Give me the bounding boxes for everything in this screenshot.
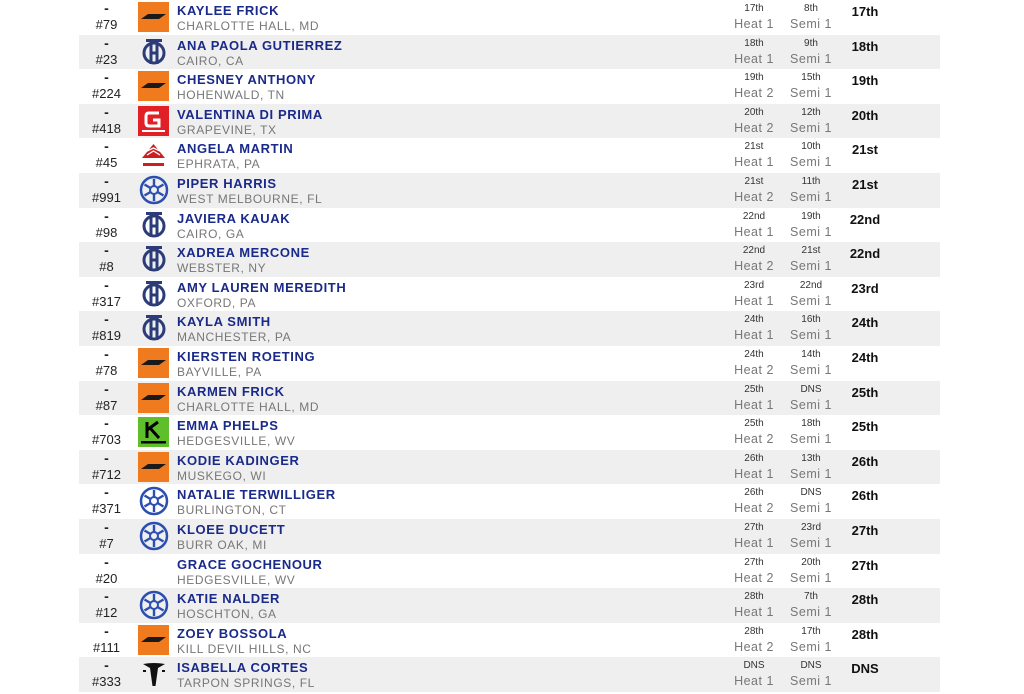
heat-label: Heat 2 [734,432,774,447]
final-position: 20th [851,107,879,123]
rider-number: #8 [99,259,114,275]
semi-label: Semi 1 [790,120,832,135]
rider-location: OXFORD, PA [177,295,257,310]
semi-position: 23rd [800,521,821,533]
result-row[interactable] [79,311,940,346]
position-dash: - [104,103,109,120]
heat-position: 22nd [742,210,766,222]
semi-label: Semi 1 [790,466,832,481]
final-position: 24th [851,315,879,331]
rider-location: GRAPEVINE, TX [177,122,277,137]
kawasaki-logo-icon [138,417,169,447]
result-row[interactable] [79,657,940,692]
heat-label: Heat 2 [734,501,774,516]
rider-name-link[interactable]: VALENTINA DI PRIMA [177,106,323,122]
heat-label: Heat 2 [734,570,774,585]
ktm-logo-icon [138,625,169,655]
heat-label: Heat 1 [734,155,774,170]
semi-label: Semi 1 [790,17,832,31]
rider-name-link[interactable]: KAYLA SMITH [177,314,271,330]
semi-position: 14th [801,348,821,360]
heat-label: Heat 1 [734,535,774,550]
result-row[interactable] [79,242,940,277]
honda-logo-icon [138,140,169,170]
heat-label: Heat 1 [734,328,774,343]
rider-location: HEDGESVILLE, WV [177,434,296,449]
ktm-logo-icon [138,383,169,413]
position-dash: - [104,588,109,605]
rider-location: WEST MELBOURNE, FL [177,191,323,206]
position-dash: - [104,553,109,570]
rider-number: #333 [92,674,121,690]
position-dash: - [104,138,109,155]
semi-label: Semi 1 [790,397,832,412]
semi-position: 12th [801,106,821,118]
husqvarna-logo-icon [138,244,169,274]
semi-label: Semi 1 [790,328,832,343]
result-row[interactable] [79,381,940,416]
rider-location: CAIRO, CA [177,53,244,68]
result-row[interactable] [79,173,940,208]
heat-label: Heat 1 [734,51,774,66]
semi-position: 17th [801,625,821,637]
result-row[interactable] [79,0,940,35]
rider-number: #45 [95,155,118,171]
rider-location: EPHRATA, PA [177,157,261,172]
rider-location: HOSCHTON, GA [177,607,277,622]
result-row[interactable] [79,415,940,450]
rider-name-link[interactable]: KAYLEE FRICK [177,3,280,18]
rider-number: #87 [95,397,118,413]
position-dash: - [104,69,109,86]
heat-position: 27th [744,556,764,568]
semi-label: Semi 1 [790,535,832,550]
rider-number: #418 [92,120,121,136]
position-dash: - [104,242,109,259]
rider-number: #78 [95,362,118,378]
heat-position: DNS [743,660,765,672]
rider-location: KILL DEVIL HILLS, NC [177,641,312,656]
rider-location: CAIRO, GA [177,226,245,241]
rider-name-link[interactable]: JAVIERA KAUAK [177,210,291,226]
final-position: 21st [851,142,879,158]
heat-position: 19th [744,72,764,84]
rider-name-link[interactable]: KIERSTEN ROETING [177,348,316,364]
gasgas-logo-icon [138,106,169,136]
final-position: 22nd [849,211,881,227]
husqvarna-logo-icon [138,210,169,240]
heat-label: Heat 2 [734,639,774,654]
position-dash: - [104,311,109,328]
result-row[interactable] [79,277,940,312]
husqvarna-logo-icon [138,313,169,343]
rider-name-link[interactable]: CHESNEY ANTHONY [177,72,317,88]
semi-label: Semi 1 [790,51,832,66]
semi-label: Semi 1 [790,501,832,516]
heat-position: 24th [744,348,764,360]
semi-label: Semi 1 [790,224,832,239]
position-dash: - [104,207,109,224]
position-dash: - [104,415,109,432]
semi-position: 8th [804,3,818,14]
rider-number: #712 [92,466,121,482]
ktm-logo-icon [138,2,169,32]
rider-name-link[interactable]: ISABELLA CORTES [177,660,309,676]
result-row[interactable] [79,208,940,243]
result-row[interactable] [79,346,940,381]
semi-label: Semi 1 [790,570,832,585]
heat-position: 28th [744,591,764,603]
heat-label: Heat 2 [734,259,774,274]
rider-location: HEDGESVILLE, WV [177,572,296,587]
position-dash: - [104,449,109,466]
heat-position: 21st [744,175,764,187]
position-dash: - [104,380,109,397]
rider-location: BAYVILLE, PA [177,364,262,379]
final-position: 27th [851,522,879,538]
final-position: 28th [851,626,879,642]
rider-name-link[interactable]: EMMA PHELPS [177,418,279,434]
ktm-logo-icon [138,348,169,378]
semi-position: 21st [801,245,821,257]
final-position: 23rd [851,280,879,296]
rider-number: #224 [92,86,121,102]
rider-number: #371 [92,501,121,517]
rider-number: #79 [95,17,118,32]
heat-label: Heat 2 [734,362,774,377]
rider-name-link[interactable]: GRACE GOCHENOUR [177,556,323,572]
heat-position: 17th [744,3,764,14]
rider-number: #317 [92,293,121,309]
result-row[interactable] [79,35,940,70]
result-row[interactable] [79,69,940,104]
semi-position: 13th [801,452,821,464]
result-row[interactable] [79,450,940,485]
rider-name-link[interactable]: KLOEE DUCETT [177,521,286,537]
rider-name-link[interactable]: KODIE KADINGER [177,452,300,468]
rider-number: #991 [92,189,121,205]
semi-label: Semi 1 [790,639,832,654]
heat-position: 26th [744,487,764,499]
final-position: 25th [851,419,879,435]
husqvarna-logo-icon [138,37,169,67]
ktm-logo-icon [138,452,169,482]
final-position: 26th [851,453,879,469]
rider-location: CHARLOTTE HALL, MD [177,399,320,414]
final-position: 26th [851,488,879,504]
rider-number: #98 [95,224,118,240]
rider-number: #111 [93,639,120,655]
rider-name-link[interactable]: ANGELA MARTIN [177,141,294,157]
husqvarna-logo-icon [138,279,169,309]
rider-name-link[interactable]: NATALIE TERWILLIGER [177,487,336,503]
yamaha-logo-icon [138,486,169,516]
heat-position: 24th [744,314,764,326]
semi-label: Semi 1 [790,293,832,308]
semi-label: Semi 1 [790,432,832,447]
heat-label: Heat 1 [734,674,774,689]
position-dash: - [104,345,109,362]
heat-position: 27th [744,521,764,533]
final-position: 28th [851,592,879,608]
result-row[interactable] [79,519,940,554]
semi-position: 20th [801,556,821,568]
semi-position: 22nd [799,279,823,291]
rider-location: MANCHESTER, PA [177,330,292,345]
results-table [79,0,940,692]
rider-location: BURLINGTON, CT [177,503,287,518]
rider-name-link[interactable]: AMY LAUREN MEREDITH [177,279,347,295]
semi-label: Semi 1 [790,189,832,204]
rider-name-link[interactable]: PIPER HARRIS [177,175,277,191]
result-row[interactable] [79,588,940,623]
final-position: 21st [851,176,879,192]
result-row[interactable] [79,138,940,173]
semi-position: 18th [801,418,821,430]
rider-name-link[interactable]: KATIE NALDER [177,591,281,607]
position-dash: - [104,34,109,51]
semi-position: DNS [800,383,822,395]
semi-label: Semi 1 [790,605,832,620]
heat-position: 25th [744,383,764,395]
heat-label: Heat 2 [734,86,774,101]
position-dash: - [104,484,109,501]
position-dash: - [104,518,109,535]
yamaha-logo-icon [138,521,169,551]
semi-position: 9th [804,37,818,49]
position-dash: - [104,276,109,293]
heat-position: 26th [744,452,764,464]
semi-position: 7th [804,591,818,603]
final-position: 17th [851,4,879,19]
heat-label: Heat 1 [734,466,774,481]
position-dash: - [104,172,109,189]
rider-name-link[interactable]: KARMEN FRICK [177,383,285,399]
rider-number: #703 [92,432,121,448]
rider-location: BURR OAK, MI [177,537,267,552]
semi-position: 15th [801,72,821,84]
heat-label: Heat 1 [734,397,774,412]
heat-position: 18th [744,37,764,49]
final-position: 22nd [849,246,881,262]
heat-label: Heat 1 [734,224,774,239]
heat-position: 23rd [743,279,764,291]
rider-number: #7 [99,535,114,551]
semi-position: 19th [801,210,821,222]
rider-location: WEBSTER, NY [177,261,267,276]
rider-name-link[interactable]: ANA PAOLA GUTIERREZ [177,37,343,53]
semi-label: Semi 1 [790,362,832,377]
semi-position: 11th [801,175,821,187]
rider-number: #23 [95,51,118,67]
final-position: 19th [851,73,879,89]
result-row[interactable] [79,623,940,658]
heat-position: 25th [744,418,764,430]
result-row[interactable] [79,484,940,519]
heat-position: 22nd [742,245,766,257]
position-dash: - [104,0,109,16]
final-position: 24th [851,349,879,365]
rider-location: HOHENWALD, TN [177,88,285,103]
triumph-logo-icon [138,659,169,689]
rider-location: CHARLOTTE HALL, MD [177,19,320,33]
position-dash: - [104,622,109,639]
heat-label: Heat 2 [734,120,774,135]
ktm-logo-icon [138,71,169,101]
rider-location: TARPON SPRINGS, FL [177,676,315,691]
rider-number: #12 [95,605,118,621]
yamaha-logo-icon [138,590,169,620]
semi-position: 16th [801,314,821,326]
position-dash: - [104,657,109,674]
semi-label: Semi 1 [790,259,832,274]
rider-name-link[interactable]: ZOEY BOSSOLA [177,625,288,641]
heat-position: 21st [744,141,764,153]
yamaha-logo-icon [138,175,169,205]
heat-label: Heat 2 [734,189,774,204]
heat-label: Heat 1 [734,605,774,620]
heat-position: 28th [744,625,764,637]
result-row[interactable] [79,554,940,589]
semi-label: Semi 1 [790,86,832,101]
final-position: 27th [851,557,879,573]
rider-location: MUSKEGO, WI [177,468,267,483]
result-row[interactable] [79,104,940,139]
final-position: 25th [851,384,879,400]
semi-position: DNS [800,660,822,672]
heat-position: 20th [744,106,764,118]
heat-label: Heat 1 [734,293,774,308]
rider-number: #819 [92,328,121,344]
semi-position: 10th [801,141,821,153]
rider-number: #20 [95,570,118,586]
semi-position: DNS [800,487,822,499]
semi-label: Semi 1 [790,155,832,170]
final-position: DNS [851,661,879,677]
final-position: 18th [851,38,879,54]
heat-label: Heat 1 [734,17,774,31]
blank-logo-icon [138,556,169,586]
semi-label: Semi 1 [790,674,832,689]
rider-name-link[interactable]: XADREA MERCONE [177,245,310,261]
